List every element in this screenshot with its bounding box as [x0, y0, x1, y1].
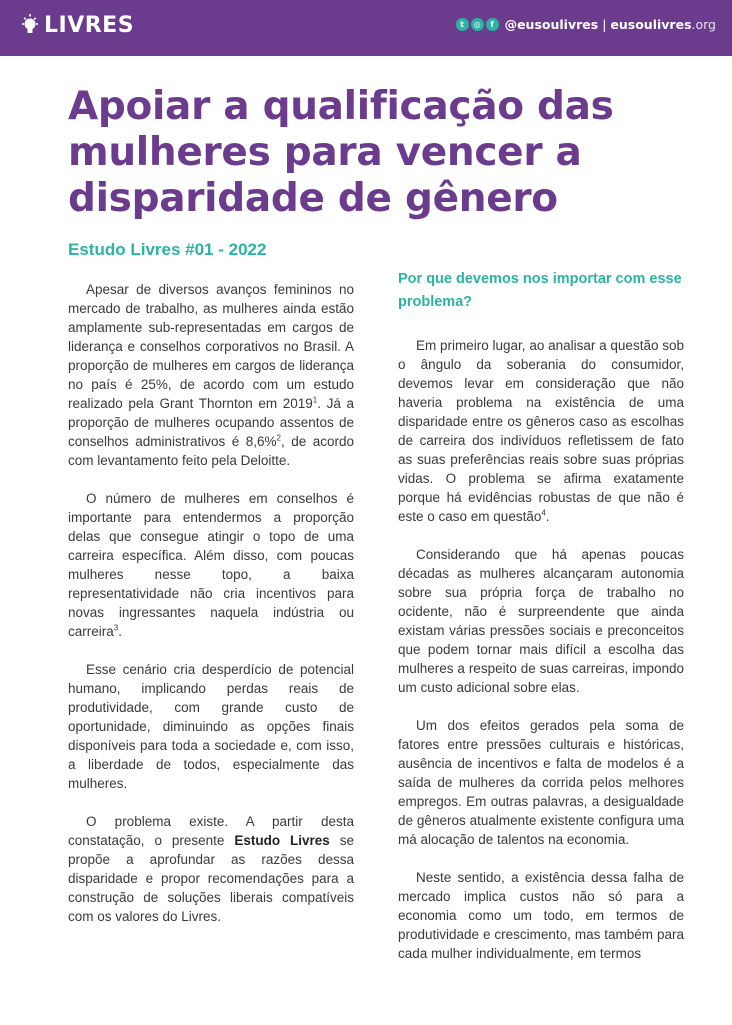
paragraph: Neste sentido, a existência dessa falha de mercado implica custos não só para a economia como um todo, em termos de produtividade e crescimento, mas também para cada mulher individualmente, em termos — [398, 870, 684, 961]
paragraph: Um dos efeitos gerados pela soma de fatores entre pressões culturais e históricas, ausência de incentivos e falta de modelos é a saída de mulheres da corrida pelos melhores empregos. Em outras palavras, a desigualdade de gêneros atualmente existente configura uma má alocação de talentos na economia. — [398, 718, 684, 847]
paragraph: Considerando que há apenas poucas décadas as mulheres alcançaram autonomia sobre sua própria força de trabalho no ocidente, não é surpreendente que ainda existam várias pressões sociais e preconceitos que podem tornar mais difícil a escolha das mulheres a respeito de suas carreiras, impondo um custo adicional sobre elas. — [398, 547, 684, 695]
brand-name: LIVRES — [44, 12, 135, 38]
footnote-ref[interactable]: 1 — [312, 395, 318, 405]
website-link[interactable] — [610, 17, 716, 32]
twitter-icon[interactable]: t — [456, 18, 469, 31]
social-links — [456, 15, 716, 33]
social-handle[interactable]: @eusoulivres — [504, 16, 599, 32]
paragraph-text: O número de mulheres em conselhos é importante para entendermos a proporção delas que consegue atingir o topo de uma carreira específica. Além disso, com poucas mulheres nesse topo, a baixa representatividade não cria incentivos para novas ingressantes naquela indústria ou carreira — [68, 491, 354, 639]
paragraph-text: Apesar de diversos avanços femininos no mercado de trabalho, as mulheres ainda estão amplamente sub-representadas em cargos de liderança e conselhos corporativos no Brasil. A proporção de mulheres em cargos de liderança no país é 25%, de acordo com um estudo realizado pela Grant Thornton em 2019 — [68, 282, 354, 411]
paragraph-text: se propõe a aprofundar as razões dessa disparidade e propor recomendações para a construção de soluções liberais compatíveis com os valores do Livres. — [68, 833, 354, 924]
study-name: Estudo Livres — [234, 833, 330, 848]
paragraph-text: . — [118, 624, 122, 639]
header-bar — [0, 0, 732, 56]
paragraph-text: O problema existe. A partir desta constatação, o presente — [68, 814, 354, 848]
website-suffix: .org — [691, 16, 716, 32]
paragraph — [68, 812, 354, 926]
page-title: Apoiar a qualificação das mulheres para vencer a disparidade de gênero — [68, 84, 614, 221]
separator: | — [602, 16, 607, 32]
right-column — [398, 268, 684, 982]
paragraph — [68, 489, 354, 641]
lightbulb-icon — [20, 13, 40, 37]
paragraph-text: . Já a proporção de mulheres ocupando assentos de conselhos administrativos é 8,6% — [68, 396, 354, 449]
paragraph-text: . — [545, 509, 550, 524]
website-name: eusoulivres — [610, 16, 692, 32]
section-heading: Por que devemos nos importar com esse problema? — [398, 271, 682, 310]
footnote-ref[interactable]: 3 — [113, 623, 119, 633]
instagram-icon[interactable]: ◎ — [471, 18, 484, 31]
facebook-icon[interactable]: f — [486, 18, 499, 31]
footnote-ref[interactable]: 2 — [276, 433, 281, 443]
paragraph: Esse cenário cria desperdício de potencial humano, implicando perdas reais de produtividade, com grande custo de oportunidade, diminuindo as opções finais disponíveis para toda a sociedade e, com isso, a liberdade de todos, especialmente das mulheres. — [68, 662, 354, 791]
footnote-ref[interactable]: 4 — [541, 508, 546, 518]
paragraph — [398, 336, 684, 526]
left-column — [68, 280, 354, 945]
study-subtitle: Estudo Livres #01 - 2022 — [68, 240, 267, 259]
brand-logo[interactable] — [20, 12, 134, 38]
paragraph-text: Em primeiro lugar, ao analisar a questão sob o ângulo da soberania do consumidor, devemos levar em consideração que não haveria problema na existência de uma disparidade entre os gêneros caso as escolhas de carreira dos indivíduos refletissem de fato as suas preferências reais sobre suas próprias vidas. O problema se afirma exatamente porque há evidências robustas de que não é este o caso em questão — [398, 338, 684, 524]
paragraph-text: , de acordo com levantamento feito pela Deloitte. — [68, 434, 355, 468]
paragraph — [68, 280, 354, 470]
